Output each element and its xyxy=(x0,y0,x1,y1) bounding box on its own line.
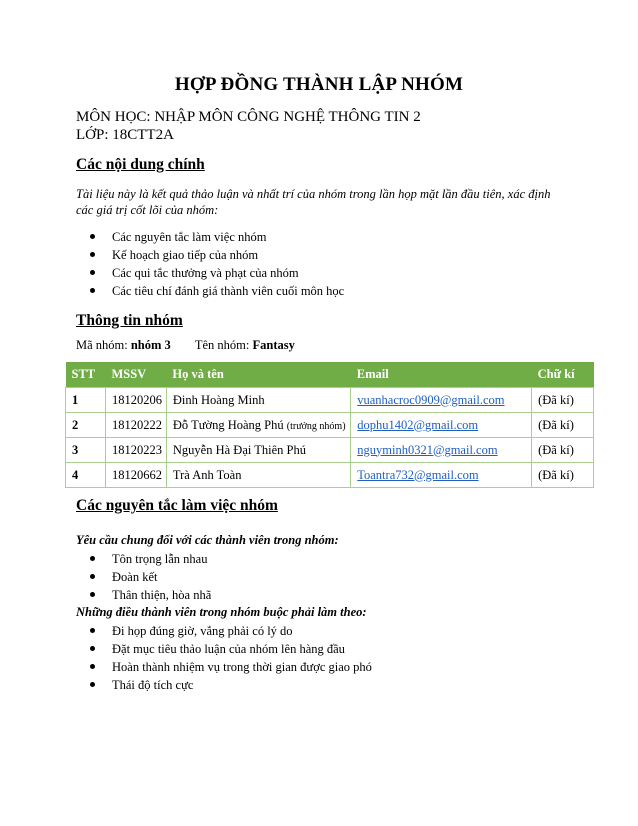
cell-stt: 2 xyxy=(66,413,106,438)
table-row xyxy=(66,413,594,438)
document-title: HỢP ĐỒNG THÀNH LẬP NHÓM xyxy=(174,74,464,95)
intro-paragraph xyxy=(76,186,576,218)
list-item: Tôn trọng lẫn nhau xyxy=(76,550,211,568)
group-name: Fantasy xyxy=(252,338,295,352)
cell-signature: (Đã kí) xyxy=(532,388,594,413)
cell-name: Trà Anh Toàn xyxy=(166,463,350,488)
list-item: Đặt mục tiêu thảo luận của nhóm lên hàng đầu xyxy=(76,640,372,658)
bullet-icon xyxy=(90,664,95,669)
mandatory-rules-list xyxy=(76,622,372,694)
main-contents-list xyxy=(76,228,344,300)
cell-mssv: 18120662 xyxy=(105,463,166,488)
cell-email[interactable] xyxy=(351,413,532,438)
cell-stt: 3 xyxy=(66,438,106,463)
bullet-icon xyxy=(90,592,95,597)
bullet-icon xyxy=(90,288,95,293)
members-table xyxy=(65,362,594,488)
bullet-icon xyxy=(90,574,95,579)
bullet-icon xyxy=(90,646,95,651)
group-code-label: Mã nhóm: xyxy=(76,338,128,352)
table-row xyxy=(66,463,594,488)
intro-line-1: Tài liệu này là kết quả thảo luận và nhất trí của nhóm trong lần họp mặt lần đầu tiên, xác định xyxy=(76,187,551,201)
cell-signature: (Đã kí) xyxy=(532,413,594,438)
cell-signature: (Đã kí) xyxy=(532,463,594,488)
cell-mssv: 18120222 xyxy=(105,413,166,438)
email-link[interactable]: dophu1402@gmail.com xyxy=(357,417,479,432)
cell-mssv: 18120223 xyxy=(105,438,166,463)
list-item: Thân thiện, hòa nhã xyxy=(76,586,211,604)
general-requirements-label: Yêu cầu chung đối với các thành viên trong nhóm: xyxy=(76,533,339,547)
bullet-icon xyxy=(90,252,95,257)
bullet-icon xyxy=(90,628,95,633)
col-header-mssv: MSSV xyxy=(105,362,166,388)
group-code: nhóm 3 xyxy=(130,338,171,352)
list-item: Đi họp đúng giờ, vắng phải có lý do xyxy=(76,622,372,640)
col-header-stt: STT xyxy=(66,362,106,388)
cell-stt: 4 xyxy=(66,463,106,488)
cell-name: Nguyễn Hà Đại Thiên Phú xyxy=(166,438,350,463)
email-link[interactable]: nguyminh0321@gmail.com xyxy=(357,442,498,457)
cell-email[interactable] xyxy=(351,463,532,488)
cell-name: Đinh Hoàng Minh xyxy=(166,388,350,413)
group-info-heading: Thông tin nhóm xyxy=(76,312,183,329)
email-link[interactable]: Toantra732@gmail.com xyxy=(357,467,479,482)
list-item: Đoàn kết xyxy=(76,568,211,586)
list-item: Các tiêu chí đánh giá thành viên cuối môn học xyxy=(76,282,344,300)
bullet-icon xyxy=(90,234,95,239)
class-line: LỚP: 18CTT2A xyxy=(76,127,174,143)
subject-line: MÔN HỌC: NHẬP MÔN CÔNG NGHỆ THÔNG TIN 2 xyxy=(76,109,421,125)
email-link[interactable]: vuanhacroc0909@gmail.com xyxy=(357,392,505,407)
bullet-icon xyxy=(90,556,95,561)
cell-name: Đỗ Tường Hoàng Phú (trưởng nhóm) xyxy=(166,413,350,438)
list-item: Các nguyên tắc làm việc nhóm xyxy=(76,228,344,246)
group-name-label: Tên nhóm: xyxy=(194,338,250,352)
cell-email[interactable] xyxy=(351,388,532,413)
main-contents-heading: Các nội dung chính xyxy=(76,156,205,173)
group-info-line xyxy=(76,338,295,353)
cell-mssv: 18120206 xyxy=(105,388,166,413)
intro-line-2: các giá trị cốt lõi của nhóm: xyxy=(76,203,219,217)
list-item: Kế hoạch giao tiếp của nhóm xyxy=(76,246,344,264)
list-item: Các qui tắc thưởng và phạt của nhóm xyxy=(76,264,344,282)
bullet-icon xyxy=(90,270,95,275)
col-header-signature: Chữ kí xyxy=(532,362,594,388)
table-row xyxy=(66,438,594,463)
general-requirements-list xyxy=(76,550,211,604)
cell-email[interactable] xyxy=(351,438,532,463)
mandatory-rules-label: Những điều thành viên trong nhóm buộc phải làm theo: xyxy=(76,605,367,619)
col-header-email: Email xyxy=(351,362,532,388)
col-header-name: Họ và tên xyxy=(166,362,350,388)
leader-note: (trưởng nhóm) xyxy=(286,420,346,432)
cell-signature: (Đã kí) xyxy=(532,438,594,463)
table-header-row xyxy=(66,362,594,388)
list-item: Hoàn thành nhiệm vụ trong thời gian được giao phó xyxy=(76,658,372,676)
work-rules-heading: Các nguyên tắc làm việc nhóm xyxy=(76,497,278,514)
bullet-icon xyxy=(90,682,95,687)
list-item: Thái độ tích cực xyxy=(76,676,372,694)
cell-stt: 1 xyxy=(66,388,106,413)
table-row xyxy=(66,388,594,413)
